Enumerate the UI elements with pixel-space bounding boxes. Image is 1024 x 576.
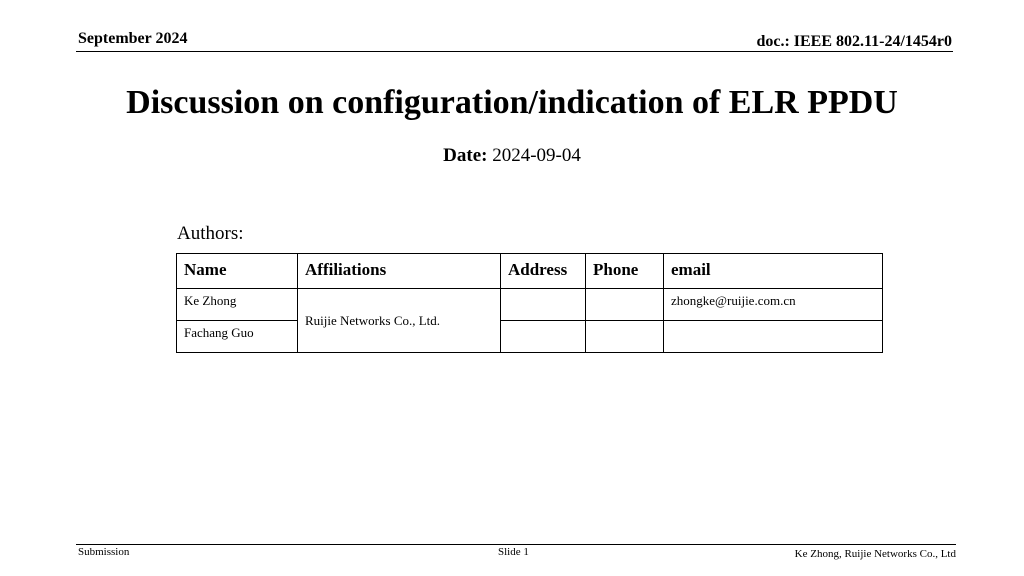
- table-header-row: [177, 254, 883, 289]
- author-address: [501, 321, 586, 353]
- slide-title: Discussion on configuration/indication of ELR PPDU: [126, 84, 898, 121]
- header-date: September 2024: [78, 30, 188, 47]
- authors-table: [176, 253, 883, 353]
- author-phone: [586, 321, 664, 353]
- header-doc-id: doc.: IEEE 802.11-24/1454r0: [756, 33, 952, 50]
- author-phone: [586, 289, 664, 321]
- date-label: Date:: [443, 145, 488, 166]
- date-value: 2024-09-04: [492, 145, 581, 166]
- footer-author: Ke Zhong, Ruijie Networks Co., Ltd: [794, 548, 956, 560]
- table-row: [177, 289, 883, 321]
- author-name: Fachang Guo: [177, 321, 298, 353]
- date-line: [0, 145, 1024, 167]
- column-header-phone: Phone: [586, 254, 664, 289]
- authors-label: Authors:: [177, 223, 244, 244]
- footer-divider: [76, 544, 956, 545]
- footer-submission: Submission: [78, 546, 130, 558]
- header-divider: [76, 51, 953, 52]
- author-affiliation: Ruijie Networks Co., Ltd.: [298, 289, 501, 353]
- author-name: Ke Zhong: [177, 289, 298, 321]
- column-header-name: Name: [177, 254, 298, 289]
- author-email: zhongke@ruijie.com.cn: [664, 289, 883, 321]
- column-header-email: email: [664, 254, 883, 289]
- table-row: [177, 321, 883, 353]
- column-header-affiliations: Affiliations: [298, 254, 501, 289]
- column-header-address: Address: [501, 254, 586, 289]
- author-email: [664, 321, 883, 353]
- footer-slide-number: Slide 1: [498, 546, 529, 558]
- author-address: [501, 289, 586, 321]
